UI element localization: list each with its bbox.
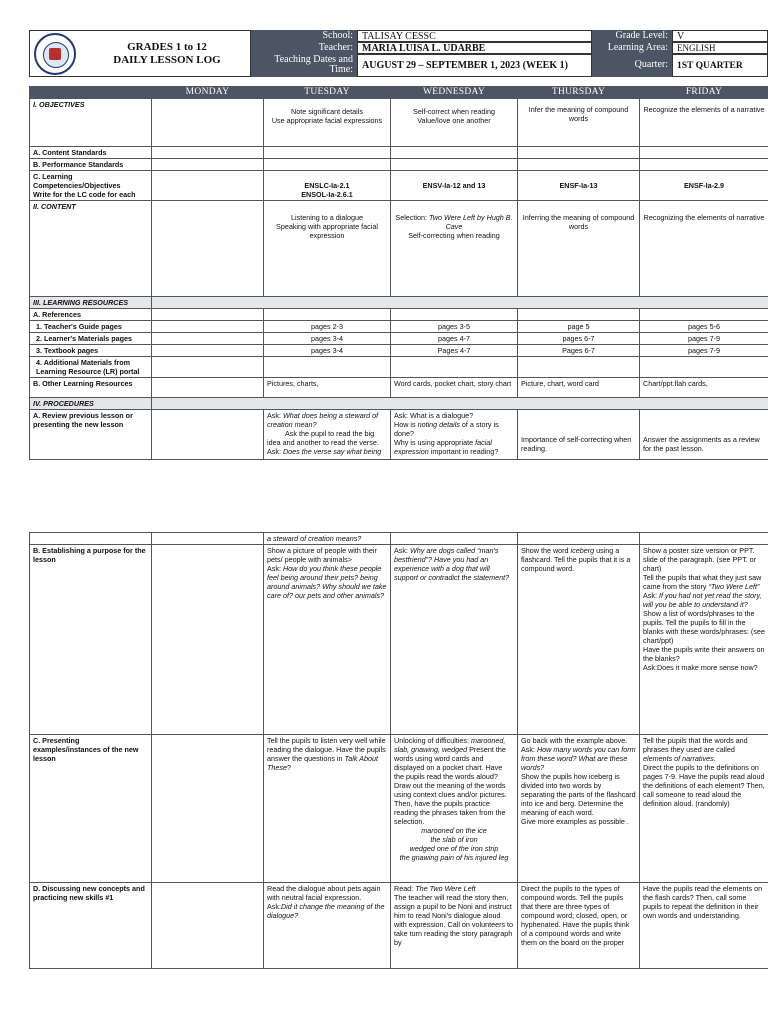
- day-monday: MONDAY: [152, 87, 264, 99]
- other-wednesday: Word cards, pocket chart, story chart: [391, 378, 518, 398]
- deped-seal-icon: [34, 33, 76, 75]
- lm-friday: pages 7-9: [640, 333, 768, 345]
- pur-wednesday: Ask: Why are dogs called “man's bestfriend”? Have you had an experience with a dog that will support or contradict the statement?: [391, 545, 518, 735]
- presenting-row: [30, 735, 768, 883]
- purpose-label: B. Establishing a purpose for the lesson: [30, 545, 152, 735]
- obj-tuesday: Note significant details Use appropriate facial expressions: [264, 99, 391, 147]
- lesson-table-page2: [29, 532, 768, 969]
- pre-tuesday: Tell the pupils to listen very well while reading the dialogue. Have the pupils answer the questions in Talk About These?: [264, 735, 391, 883]
- tb-pages-row: [30, 345, 768, 357]
- pur-tuesday: Show a picture of people with their pets/ people with animals> Ask: How do you think these people feel being around their pets? being around animals? Why should we take care of? our pets and other animals?: [264, 545, 391, 735]
- tb-wednesday: Pages 4-7: [391, 345, 518, 357]
- day-tuesday: TUESDAY: [264, 87, 391, 99]
- content-standards-row: [30, 147, 768, 159]
- presenting-label: C. Presenting examples/instances of the new lesson: [30, 735, 152, 883]
- lesson-log-header: [29, 30, 768, 77]
- area-label: Learning Area:: [592, 42, 672, 54]
- procedures-row: [30, 398, 768, 410]
- grade-value: V: [672, 30, 768, 42]
- competencies-label: C. Learning Competencies/Objectives Write for the LC code for each: [30, 171, 152, 201]
- area-value: ENGLISH: [672, 42, 768, 54]
- grade-label: Grade Level:: [592, 30, 672, 42]
- pur-thursday: Show the word iceberg using a flashcard. Tell the pupils that it is a compound word.: [518, 545, 640, 735]
- tg-thursday: page 5: [518, 321, 640, 333]
- procedures-label: IV. PROCEDURES: [30, 398, 152, 410]
- obj-friday: Recognize the elements of a narrative: [640, 99, 768, 147]
- obj-wednesday: Self-correct when reading Value/love one another: [391, 99, 518, 147]
- purpose-row: [30, 545, 768, 735]
- day-thursday: THURSDAY: [518, 87, 640, 99]
- obj-thursday: Infer the meaning of compound words: [518, 99, 640, 147]
- content-standards-label: A. Content Standards: [30, 147, 152, 159]
- pre-wednesday: Unlocking of difficulties: marooned, slab, gnawing, wedged Present the words using word cards and displayed on a pocket chart. Have the pupils read the words aloud? Draw out the meaning of the words using context clues and/or pictures. Then, have the pupils practice reading the phrases taken from the selection. marooned on the ice the slab of iron wedged one of the iron strip the gnawing pain of his injured leg: [391, 735, 518, 883]
- rev-wednesday: Ask: What is a dialogue? How is noting details of a story is done? Why is using appropriate facial expression important in reading?: [391, 410, 518, 460]
- pur-friday: Show a poster size version or PPT. slide of the paragraph. (see PPT. or chart) Tell the pupils that what they just saw came from the story “Two Were Left” Ask: If you had not yet read the story, will you be able to understand it? Show a list of words/phrases to the pupils. Tell the pupils to fill in the blanks with these words/phrases: (see chart/ppt) Have the pupils write their answers on the blanks? Ask:Does it make more sense now?: [640, 545, 768, 735]
- references-label: A. References: [30, 309, 152, 321]
- dates-label: Teaching Dates and Time:: [251, 54, 357, 77]
- performance-standards-label: B. Performance Standards: [30, 159, 152, 171]
- lesson-table-page1: [29, 86, 768, 460]
- dis-tuesday: Read the dialogue about pets again with neutral facial expression. Ask:Did it change the meaning of the dialogue?: [264, 883, 391, 969]
- day-wednesday: WEDNESDAY: [391, 87, 518, 99]
- resources-label: III. LEARNING RESOURCES: [30, 297, 152, 309]
- cont-thursday: Inferring the meaning of compound words: [518, 201, 640, 297]
- lm-wednesday: pages 4-7: [391, 333, 518, 345]
- rev-tuesday: Ask: What does being a steward of creation mean? Ask the pupil to read the big idea and another to read the verse. Ask: Does the verse say what being: [264, 410, 391, 460]
- tb-pages-label: 3. Textbook pages: [30, 345, 152, 357]
- review-label: A. Review previous lesson or presenting the new lesson: [30, 410, 152, 460]
- content-label: II. CONTENT: [30, 201, 152, 297]
- day-friday: FRIDAY: [640, 87, 768, 99]
- tg-friday: pages 5-6: [640, 321, 768, 333]
- comp-thursday: ENSF-Ia-13: [518, 171, 640, 201]
- teacher-label: Teacher:: [251, 42, 357, 54]
- teacher-value: MARIA LUISA L. UDARBE: [357, 42, 592, 54]
- other-resources-row: [30, 378, 768, 398]
- tg-wednesday: pages 3-5: [391, 321, 518, 333]
- lm-pages-label: 2. Learner's Materials pages: [30, 333, 152, 345]
- comp-wednesday: ENSV-Ia-12 and 13: [391, 171, 518, 201]
- other-tuesday: Pictures, charts,: [264, 378, 391, 398]
- other-thursday: Picture, chart, word card: [518, 378, 640, 398]
- tb-tuesday: pages 3-4: [264, 345, 391, 357]
- comp-tuesday: ENSLC-Ia-2.1 ENSOL-Ia-2.6.1: [264, 171, 391, 201]
- school-value: TALISAY CESSC: [357, 30, 592, 42]
- title-block: [29, 30, 251, 77]
- cont-friday: Recognizing the elements of narrative: [640, 201, 768, 297]
- tb-thursday: Pages 6-7: [518, 345, 640, 357]
- dis-friday: Have the pupils read the elements on the flash cards? Then, call some pupils to repeat the definition in their own words and understanding.: [640, 883, 768, 969]
- objectives-row: [30, 99, 768, 147]
- dates-value: AUGUST 29 – SEPTEMBER 1, 2023 (WEEK 1): [357, 54, 592, 77]
- references-row: [30, 309, 768, 321]
- lm-tuesday: pages 3-4: [264, 333, 391, 345]
- corner-cell: [30, 87, 152, 99]
- rev-friday: Answer the assignments as a review for the past lesson.: [640, 410, 768, 460]
- pre-thursday: Go back with the example above. Ask: How many words you can form from these word? What are these words? Show the pupils how iceberg is divided into two words by separating the parts of the flashcard into ice and berg. Determine the meaning of each word. Give more examples as possible .: [518, 735, 640, 883]
- quarter-label: Quarter:: [592, 54, 672, 77]
- quarter-value: 1ST QUARTER: [672, 54, 768, 77]
- competencies-row: [30, 171, 768, 201]
- tb-friday: pages 7-9: [640, 345, 768, 357]
- lm-pages-row: [30, 333, 768, 345]
- comp-friday: ENSF-Ia-2.9: [640, 171, 768, 201]
- discussing-label: D. Discussing new concepts and practicing new skills #1: [30, 883, 152, 969]
- tg-pages-label: 1. Teacher's Guide pages: [30, 321, 152, 333]
- document-title: GRADES 1 to 12 DAILY LESSON LOG: [113, 41, 221, 66]
- performance-standards-row: [30, 159, 768, 171]
- resources-row: [30, 297, 768, 309]
- school-label: School:: [251, 30, 357, 42]
- lm-thursday: pages 6-7: [518, 333, 640, 345]
- review-row: [30, 410, 768, 460]
- content-row: [30, 201, 768, 297]
- objectives-label: I. OBJECTIVES: [30, 99, 152, 147]
- tg-tuesday: pages 2-3: [264, 321, 391, 333]
- other-resources-label: B. Other Learning Resources: [30, 378, 152, 398]
- rev-thursday: Importance of self-correcting when reading.: [518, 410, 640, 460]
- lr-portal-row: [30, 357, 768, 378]
- dis-thursday: Direct the pupils to the types of compound words. Tell the pupils that there are three types of compound word; closed, open, or hyphenated. Have the pupils think of a compound words and write them on the board on the proper: [518, 883, 640, 969]
- lr-portal-label: 4. Additional Materials from Learning Resource (LR) portal: [30, 357, 152, 378]
- pre-friday: Tell the pupils that the words and phrases they used are called elements of narratives. Direct the pupils to the definitions on pages 7-9. Have the pupils read aloud the definitions of each element? Then, call someone to read aloud the definition aloud. (randomly): [640, 735, 768, 883]
- discussing-row: [30, 883, 768, 969]
- tg-pages-row: [30, 321, 768, 333]
- continuation-tuesday: a steward of creation means?: [264, 533, 391, 545]
- cont-tuesday: Listening to a dialogue Speaking with appropriate facial expression: [264, 201, 391, 297]
- cont-wednesday: Selection: Two Were Left by Hugh B. Cave Self-correcting when reading: [391, 201, 518, 297]
- day-header-row: [30, 87, 768, 99]
- dis-wednesday: Read: The Two Were Left The teacher will read the story then, assign a pupil to be Noni and instruct him to read Noni's dialogue aloud with expression. Call on volunteers to take turn reading the story paragraph by: [391, 883, 518, 969]
- other-friday: Chart/ppt.flah cards,: [640, 378, 768, 398]
- continuation-row: [30, 533, 768, 545]
